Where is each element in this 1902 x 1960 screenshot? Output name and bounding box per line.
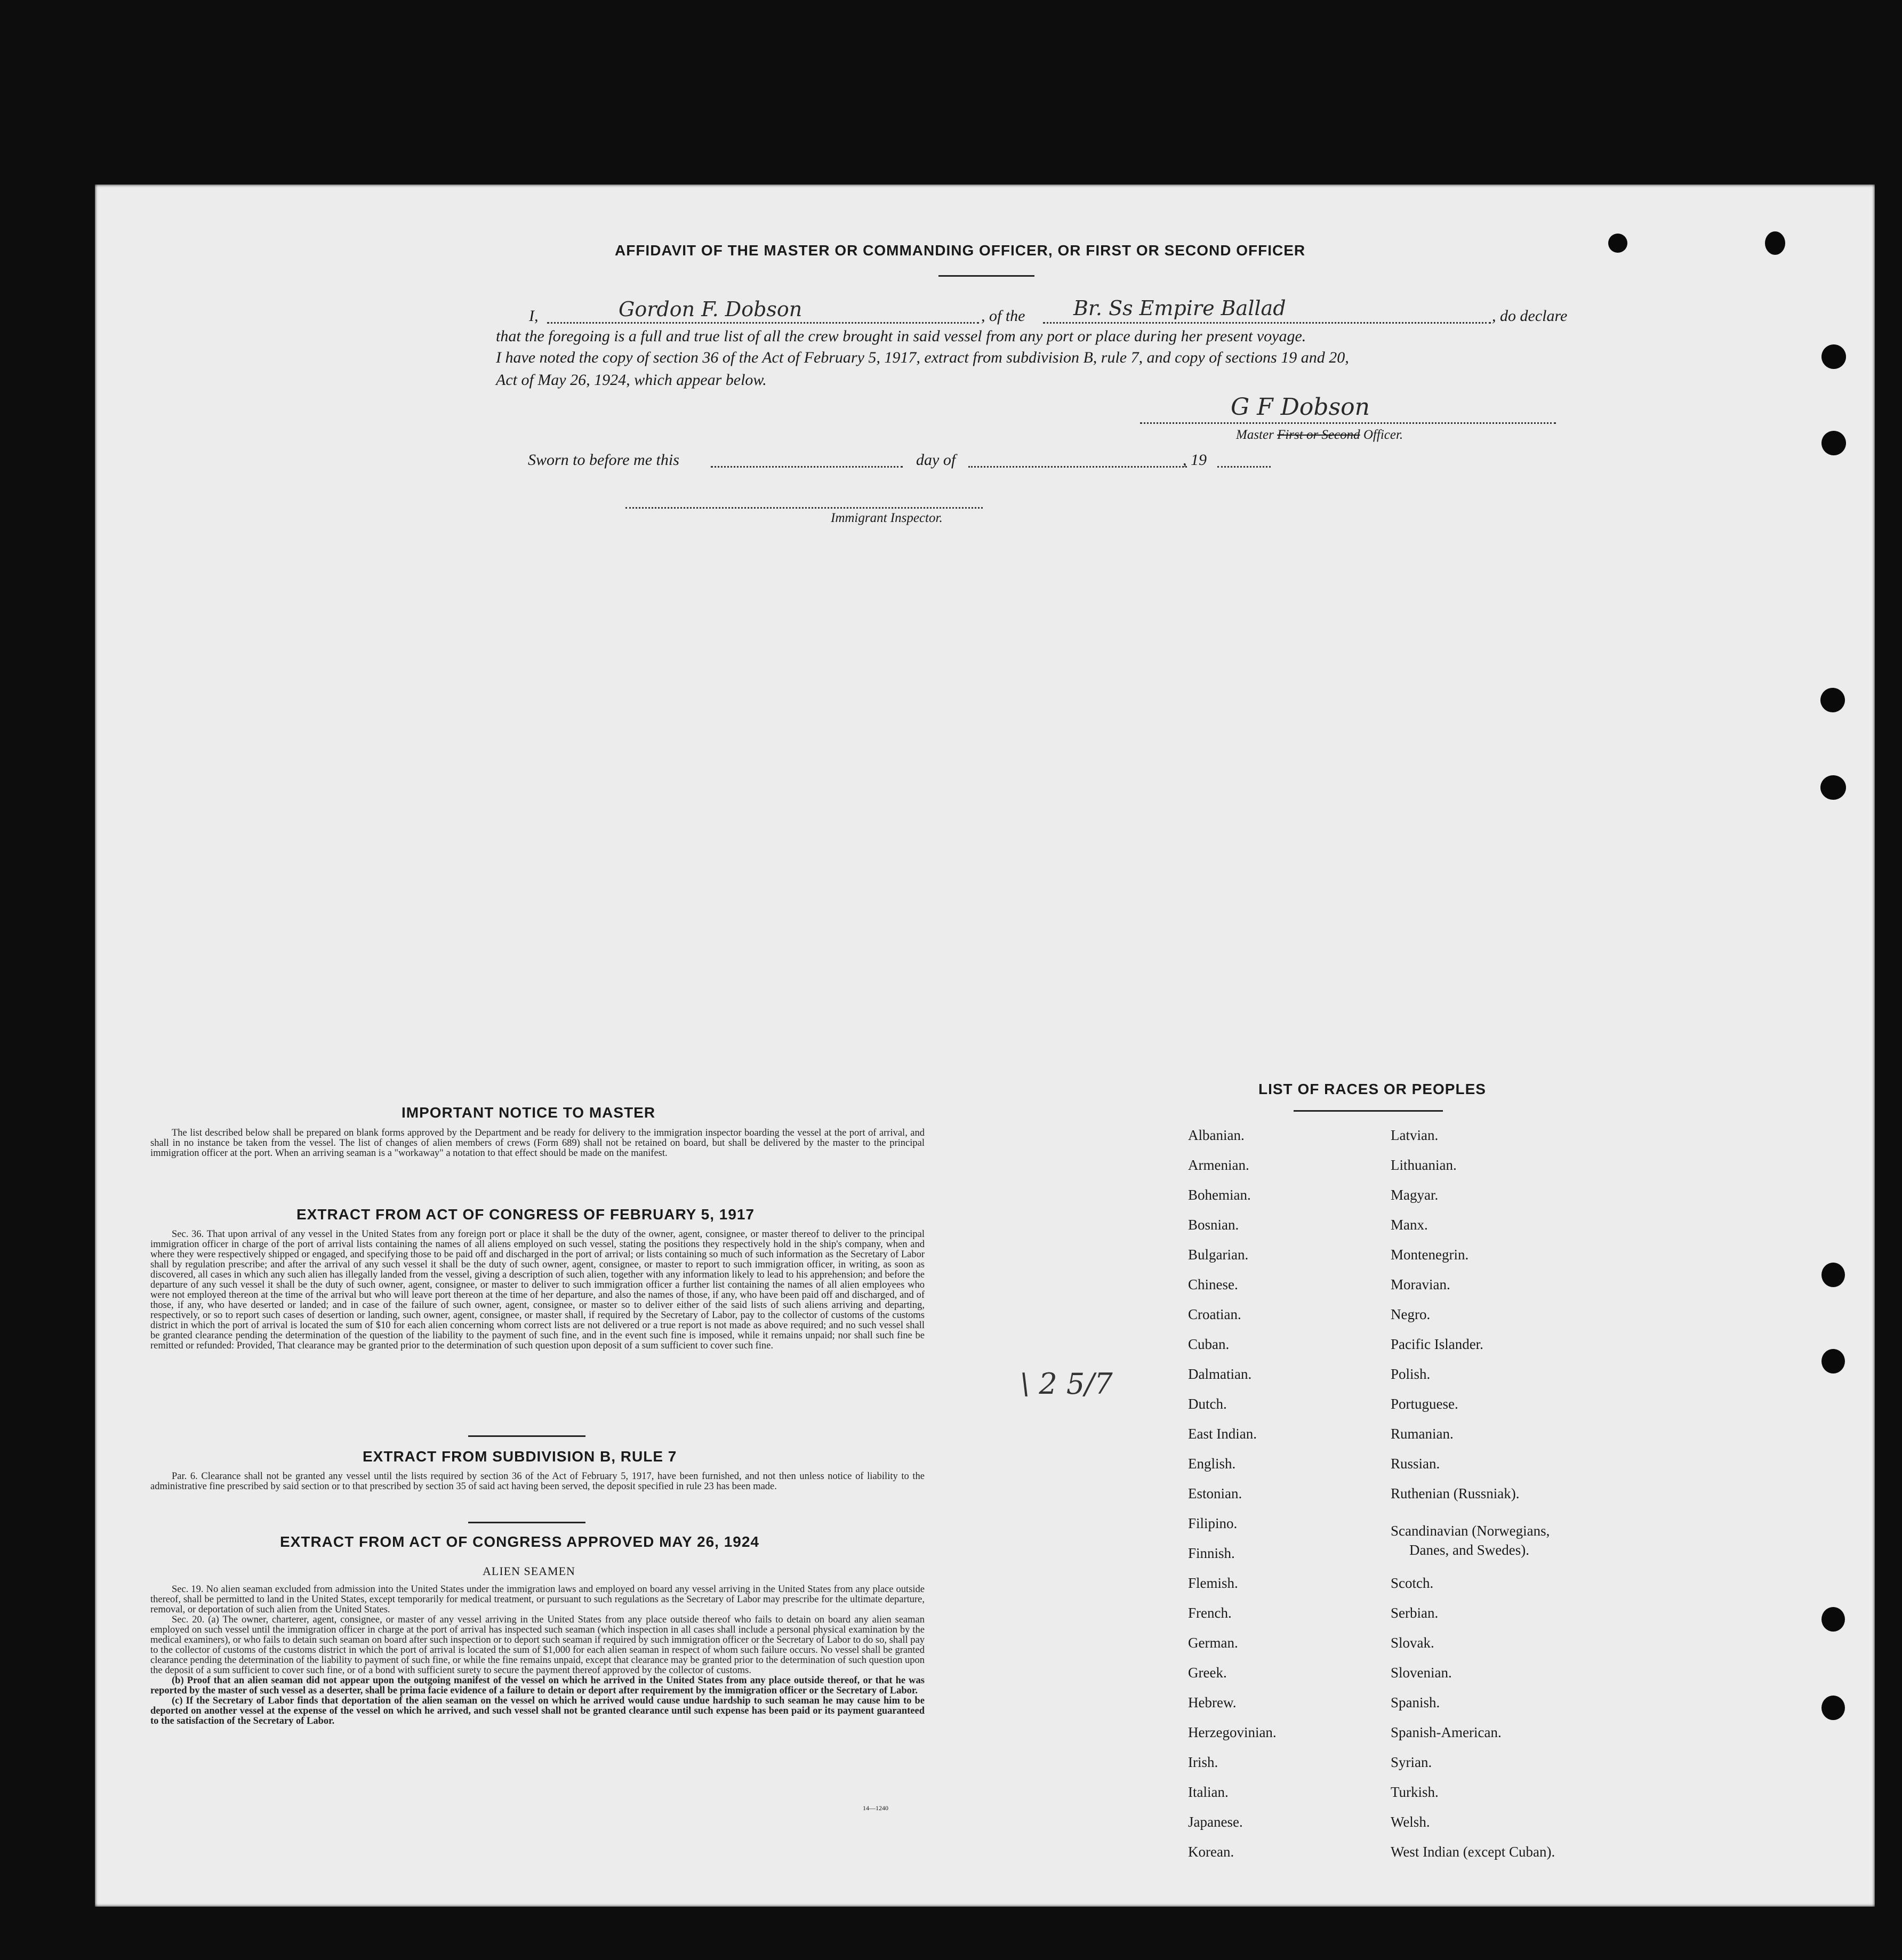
race-left: Herzegovinian. <box>1188 1724 1277 1740</box>
race-right: Pacific Islander. <box>1391 1336 1483 1352</box>
race-left: Greek. <box>1188 1665 1227 1681</box>
races-title: LIST OF RACES OR PEOPLES <box>1258 1081 1486 1097</box>
document-page <box>95 184 1875 1907</box>
race-right: Manx. <box>1391 1217 1428 1233</box>
race-left: Finnish. <box>1188 1545 1235 1561</box>
race-right: Welsh. <box>1391 1814 1430 1830</box>
binder-hole <box>1820 775 1846 800</box>
year-prefix: , 19 <box>1183 451 1207 469</box>
do-declare-text: , do declare <box>1492 307 1568 325</box>
caption-master: Master <box>1236 428 1274 442</box>
declaration-line-2: that the foregoing is a full and true list of all the crew brought in said vessel from any port or place during her present voyage. <box>496 327 1306 345</box>
sec20c-text: (c) If the Secretary of Labor finds that deportation of the alien seaman on the vessel on which he arrived would cause undue hardship to such seaman he may cause him to be deported on another vessel at the expense of the vessel on which he arrived, and such vessel shall not be granted clearance until such expense has been paid or its payment guaranteed to the satisfaction of the Secretary of Labor. <box>150 1696 925 1726</box>
race-right: Magyar. <box>1391 1187 1439 1203</box>
extract-1924-body <box>150 1585 925 1726</box>
extract-rule7-body: Par. 6. Clearance shall not be granted any vessel until the lists required by section 36 of the Act of February 5, 1917, have been furnished, and not then unless notice of liability to the administrative fine prescribed by said section or to that prescribed by section 35 of said act having been served, the deposit specified in rule 23 has been made. <box>150 1471 925 1492</box>
race-right: Montenegrin. <box>1391 1247 1469 1263</box>
signature-caption <box>1236 428 1403 443</box>
race-right: Spanish-American. <box>1391 1724 1502 1740</box>
alien-seamen-subtitle: ALIEN SEAMEN <box>483 1564 575 1578</box>
inspector-line <box>625 507 983 509</box>
sworn-year-line <box>1217 466 1271 468</box>
race-left: Cuban. <box>1188 1336 1230 1352</box>
declaration-line-3: I have noted the copy of section 36 of the Act of February 5, 1917, extract from subdivision B, rule 7, and copy of sections 19 and 20, <box>496 349 1349 366</box>
race-left: Japanese. <box>1188 1814 1243 1830</box>
sworn-text: Sworn to before me this <box>528 451 679 469</box>
caption-officer: Officer. <box>1363 428 1403 442</box>
extract-rule7-title: EXTRACT FROM SUBDIVISION B, RULE 7 <box>363 1448 677 1465</box>
vessel-line <box>1043 322 1491 324</box>
affidavit-title: AFFIDAVIT OF THE MASTER OR COMMANDING OFFICER, OR FIRST OR SECOND OFFICER <box>615 242 1306 259</box>
title-rule <box>938 275 1034 277</box>
extract-1917-title: EXTRACT FROM ACT OF CONGRESS OF FEBRUARY 5, 1917 <box>296 1206 755 1223</box>
rule-1 <box>468 1435 585 1437</box>
race-left: East Indian. <box>1188 1426 1257 1442</box>
caption-struck: First or Second <box>1277 428 1360 442</box>
race-left: Bohemian. <box>1188 1187 1251 1203</box>
race-right: Turkish. <box>1391 1784 1439 1800</box>
sec20a-text: Sec. 20. (a) The owner, charterer, agent, consignee, or master of any vessel arriving in the United States from any place outside thereof who fails to detain on board any alien seaman employed on such vessel until the immigration officer in charge at the port of arrival has inspected such seaman (which inspection in all cases shall include a personal physical examination by the medical examiners), or who fails to detain such seaman on board after such inspection or to deport such seaman if required by such immigration officer or the Secretary of Labor to do so, shall pay to the collector of customs of the customs district in which the port of arrival is located the sum of $1,000 for each alien seaman in respect of whom such failure occurs. No vessel shall be granted clearance pending the determination of the liability to payment of such fine, or while the fine remains unpaid, except that clearance may be granted prior to the determination of such question upon the deposit of a sum sufficient to cover such fine, or of a bond with sufficient surety to secure the payment thereof approved by the collector of customs. <box>150 1614 925 1676</box>
form-number: 14—1240 <box>863 1804 888 1812</box>
extract-1924-title: EXTRACT FROM ACT OF CONGRESS APPROVED MAY 26, 1924 <box>280 1533 759 1550</box>
race-left: Dutch. <box>1188 1396 1227 1412</box>
race-right: Slovak. <box>1391 1635 1434 1651</box>
notice-title: IMPORTANT NOTICE TO MASTER <box>402 1104 656 1121</box>
race-left: French. <box>1188 1605 1232 1621</box>
race-left: English. <box>1188 1456 1236 1472</box>
i-prefix: I, <box>529 307 539 325</box>
race-right: Danes, and Swedes). <box>1409 1542 1529 1558</box>
sec20b-text: (b) Proof that an alien seaman did not appear upon the outgoing manifest of the vessel on which he arrived in the United States from any place outside thereof, or that he was reported by the master of such vessel as a deserter, shall be prima facie evidence of a failure to detain or deport after requirement by the immigration officer or the Secretary of Labor. <box>150 1675 925 1696</box>
inspector-caption: Immigrant Inspector. <box>831 511 943 525</box>
race-right: Syrian. <box>1391 1754 1432 1770</box>
binder-hole <box>1608 234 1627 253</box>
race-right: Spanish. <box>1391 1694 1440 1710</box>
race-right: Lithuanian. <box>1391 1157 1457 1173</box>
handwritten-signature: G F Dobson <box>1231 393 1370 421</box>
handwritten-name: Gordon F. Dobson <box>619 298 802 321</box>
race-left: Estonian. <box>1188 1485 1242 1501</box>
race-left: Flemish. <box>1188 1575 1238 1591</box>
race-right: Scotch. <box>1391 1575 1434 1591</box>
sworn-day-line <box>711 466 903 468</box>
race-left: Armenian. <box>1188 1157 1249 1173</box>
binder-hole <box>1821 1349 1845 1373</box>
binder-hole <box>1765 231 1785 255</box>
race-right: Latvian. <box>1391 1127 1439 1143</box>
race-right: West Indian (except Cuban). <box>1391 1844 1555 1860</box>
race-left: Dalmatian. <box>1188 1366 1252 1382</box>
race-left: Filipino. <box>1188 1515 1238 1531</box>
race-left: Croatian. <box>1188 1306 1241 1322</box>
race-left: Bosnian. <box>1188 1217 1239 1233</box>
race-right: Russian. <box>1391 1456 1440 1472</box>
handwritten-vessel: Br. Ss Empire Ballad <box>1073 296 1286 320</box>
binder-hole <box>1820 688 1845 712</box>
binder-hole <box>1821 1696 1845 1720</box>
race-right: Polish. <box>1391 1366 1431 1382</box>
day-of-text: day of <box>916 451 956 469</box>
races-rule <box>1294 1110 1443 1112</box>
name-line <box>547 322 979 324</box>
binder-hole <box>1821 1607 1845 1632</box>
declaration-line-4: Act of May 26, 1924, which appear below. <box>496 371 767 389</box>
race-right: Rumanian. <box>1391 1426 1454 1442</box>
signature-line <box>1140 422 1556 424</box>
race-right: Scandinavian (Norwegians, <box>1391 1523 1550 1539</box>
race-left: Albanian. <box>1188 1127 1245 1143</box>
race-left: Hebrew. <box>1188 1694 1237 1710</box>
race-left: Chinese. <box>1188 1276 1238 1292</box>
race-left: Irish. <box>1188 1754 1218 1770</box>
notice-body: The list described below shall be prepared on blank forms approved by the Department and be ready for delivery to the immigration inspector boarding the vessel at the port of arrival, and shall in no instance be taken from the vessel. The list of changes of alien members of crews (Form 689) shall not be retained on board, but shall be delivered by the master to the principal immigration officer at the port. When an arriving seaman is a "workaway" a notation to that effect should be made on the manifest. <box>150 1128 925 1159</box>
margin-pencil-mark: \ 2 5/7 <box>1020 1367 1113 1401</box>
rule-2 <box>468 1522 585 1523</box>
race-right: Moravian. <box>1391 1276 1450 1292</box>
binder-hole <box>1821 344 1846 369</box>
race-left: Korean. <box>1188 1844 1234 1860</box>
race-right: Ruthenian (Russniak). <box>1391 1485 1520 1501</box>
race-left: Italian. <box>1188 1784 1229 1800</box>
race-right: Slovenian. <box>1391 1665 1452 1681</box>
race-left: Bulgarian. <box>1188 1247 1249 1263</box>
race-right: Portuguese. <box>1391 1396 1458 1412</box>
race-right: Serbian. <box>1391 1605 1439 1621</box>
sec19-text: Sec. 19. No alien seaman excluded from admission into the United States under the immigration laws and employed on board any vessel arriving in the United States from any place outside thereof, shall be permitted to land in the United States, except temporarily for medical treatment, or pursuant to such regulations as the Secretary of Labor may prescribe for the ultimate departure, removal, or deportation of such alien from the United States. <box>150 1584 925 1615</box>
extract-1917-body: Sec. 36. That upon arrival of any vessel in the United States from any foreign port or place it shall be the duty of the owner, agent, consignee, or master thereof to deliver to the principal immigration officer in charge of the port of arrival lists containing the names of all aliens employed on such vessel, stating the positions they respectively hold in the ship's company, when and where they were respectively shipped or engaged, and specifying those to be paid off and discharged in the port of arrival; or lists containing so much of such information as the Secretary of Labor shall by regulation prescribe; and after the arrival of any such vessel it shall be the duty of such owner, agent, consignee, or master to report to such immigration officer, in writing, as soon as discovered, all cases in which any such alien has illegally landed from the vessel, giving a description of such alien, together with any information likely to lead to his apprehension; and before the departure of any such vessel it shall be the duty of such owner, agent, consignee, or master to deliver to such immigration officer a further list containing the names of all alien employees who were not employed thereon at the time of the arrival but who will leave port thereon at the time of her departure, and also the names of those, if any, who have been paid off and discharged, and of those, if any, who have deserted or landed; and in case of the failure of such owner, agent, consignee, or master so to deliver either of the said lists of such aliens arriving and departing, respectively, or so to report such cases of desertion or landing, such owner, agent, consignee, or master shall, if required by the Secretary of Labor, pay to the collector of customs of the customs district in which the port of arrival is located the sum of $10 for each alien concerning whom correct lists are not delivered or a true report is not made as above required; and no such vessel shall be granted clearance pending the determination of the question of the liability to the payment of such fine, and in the event such fine is imposed, while it remains unpaid; nor shall such fine be remitted or refunded: Provided, That clearance may be granted prior to the determination of such question upon deposit of a sum sufficient to cover such fine. <box>150 1229 925 1351</box>
binder-hole <box>1821 1263 1845 1287</box>
of-the-text: , of the <box>981 307 1025 325</box>
race-right: Negro. <box>1391 1306 1431 1322</box>
sworn-month-line <box>968 466 1187 468</box>
binder-hole <box>1821 431 1846 455</box>
race-left: German. <box>1188 1635 1238 1651</box>
